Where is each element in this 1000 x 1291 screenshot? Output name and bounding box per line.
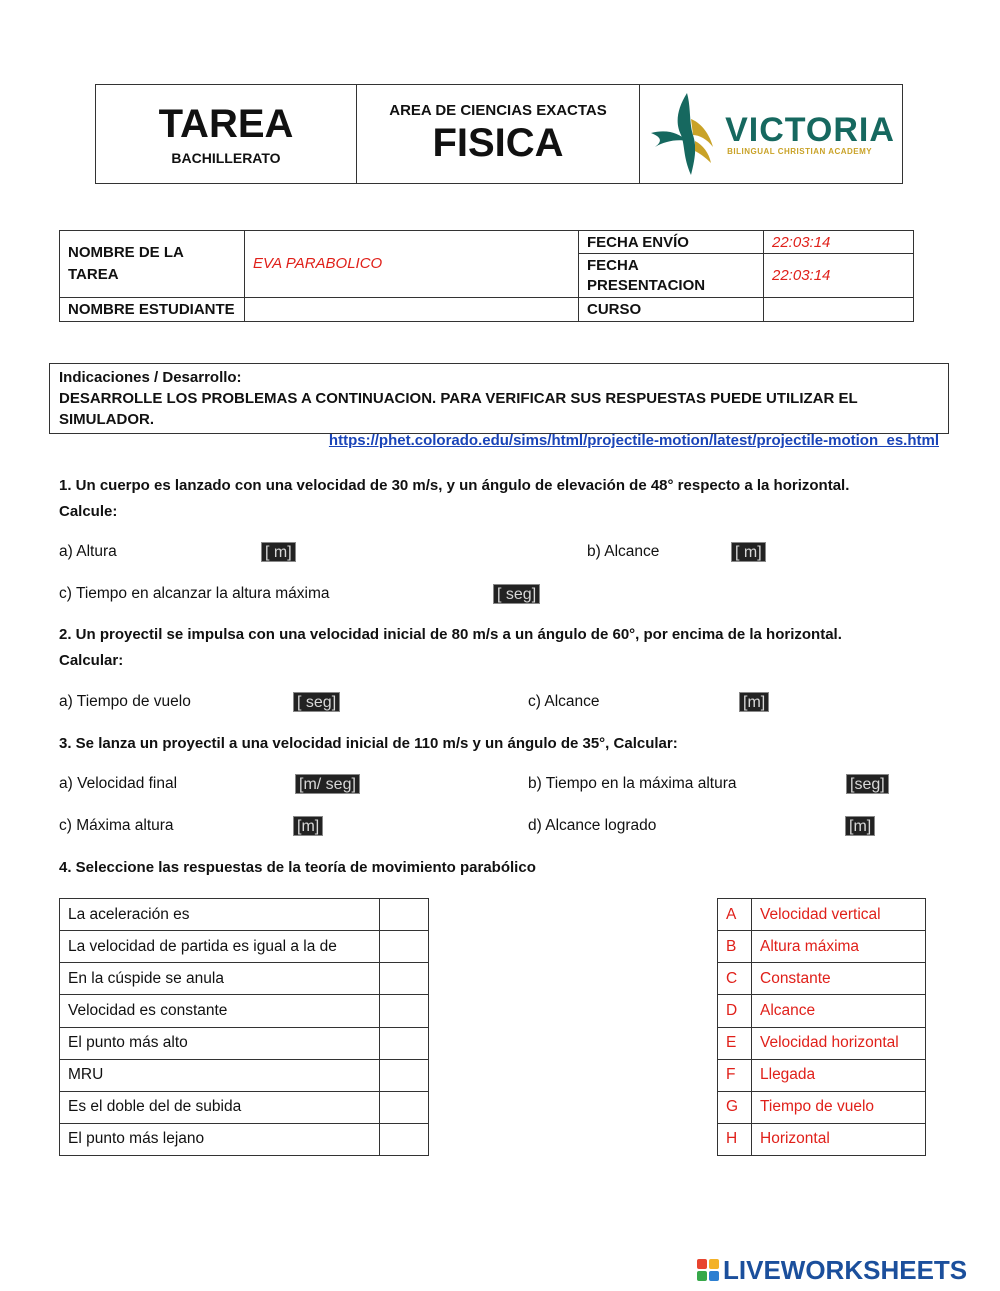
- option-text: Tiempo de vuelo: [752, 1091, 926, 1123]
- table-row: [60, 963, 429, 995]
- bachillerato-label: BACHILLERATO: [171, 150, 281, 166]
- q3-a-answer[interactable]: [m/ seg]: [295, 774, 360, 794]
- table-row: [718, 995, 926, 1027]
- subject-cell: [357, 85, 640, 184]
- table-row: [718, 1059, 926, 1091]
- q3-c-answer[interactable]: [m]: [293, 816, 323, 836]
- table-row: [60, 1027, 429, 1059]
- answer-cell[interactable]: [380, 1027, 429, 1059]
- task-info-table: [59, 230, 914, 322]
- q3-b-label: b) Tiempo en la máxima altura: [528, 775, 737, 792]
- option-letter: G: [718, 1091, 752, 1123]
- logo-subtitle: BILINGUAL CHRISTIAN ACADEMY: [727, 146, 873, 156]
- table-row: [60, 931, 429, 963]
- sent-date-label: FECHA ENVÍO: [579, 231, 764, 254]
- table-row: [718, 1123, 926, 1155]
- statement-text: Velocidad es constante: [60, 995, 380, 1027]
- statement-text: Es el doble del de subida: [60, 1091, 380, 1123]
- present-date-label: FECHA PRESENTACION: [579, 254, 764, 298]
- school-logo: [640, 85, 902, 183]
- option-text: Altura máxima: [752, 931, 926, 963]
- statement-text: El punto más lejano: [60, 1123, 380, 1155]
- q1-b-label: b) Alcance: [587, 543, 660, 560]
- table-row: [718, 963, 926, 995]
- option-text: Llegada: [752, 1059, 926, 1091]
- table-row: [718, 1027, 926, 1059]
- tarea-title: TAREA: [158, 102, 294, 146]
- options-table: [717, 898, 926, 1156]
- student-label: NOMBRE ESTUDIANTE: [60, 298, 245, 322]
- present-date-value: 22:03:14: [764, 254, 914, 298]
- statement-text: La velocidad de partida es igual a la de: [60, 931, 380, 963]
- header-table: [95, 84, 903, 184]
- option-letter: F: [718, 1059, 752, 1091]
- q2-a-answer[interactable]: [ seg]: [293, 692, 340, 712]
- statement-text: El punto más alto: [60, 1027, 380, 1059]
- option-letter: D: [718, 995, 752, 1027]
- table-row: [718, 931, 926, 963]
- q2-a-label: a) Tiempo de vuelo: [59, 693, 191, 710]
- course-value[interactable]: [764, 298, 914, 322]
- answer-cell[interactable]: [380, 1123, 429, 1155]
- option-text: Alcance: [752, 995, 926, 1027]
- q2-text: 2. Un proyectil se impulsa con una velocidad inicial de 80 m/s a un ángulo de 60°, por encima de la horizontal.: [59, 626, 842, 643]
- eagle-icon: [647, 89, 719, 179]
- q3-d-label: d) Alcance logrado: [528, 817, 657, 834]
- task-name-value: EVA PARABOLICO: [245, 231, 579, 298]
- table-row: [718, 899, 926, 931]
- q1-c-label: c) Tiempo en alcanzar la altura máxima: [59, 585, 330, 602]
- simulator-link[interactable]: https://phet.colorado.edu/sims/html/projectile-motion/latest/projectile-motion_es.html: [328, 432, 939, 449]
- q3-a-label: a) Velocidad final: [59, 775, 178, 792]
- option-text: Constante: [752, 963, 926, 995]
- option-text: Velocidad vertical: [752, 899, 926, 931]
- option-letter: A: [718, 899, 752, 931]
- sent-date-value: 22:03:14: [764, 231, 914, 254]
- q3-b-answer[interactable]: [seg]: [846, 774, 889, 794]
- q2-c-label: c) Alcance: [528, 693, 600, 710]
- course-label: CURSO: [579, 298, 764, 322]
- logo-cell: [640, 85, 903, 184]
- table-row: [60, 995, 429, 1027]
- liveworksheets-logo: [697, 1256, 967, 1284]
- answer-cell[interactable]: [380, 1059, 429, 1091]
- q1-text: 1. Un cuerpo es lanzado con una velocidad de 30 m/s, y un ángulo de elevación de 48° respecto a la horizontal.: [59, 477, 850, 494]
- q1-a-label: a) Altura: [59, 543, 117, 560]
- q2-c-answer[interactable]: [m]: [739, 692, 769, 712]
- option-text: Horizontal: [752, 1123, 926, 1155]
- liveworksheets-badge-icon: [697, 1259, 719, 1281]
- statements-table: [59, 898, 429, 1156]
- q3-c-label: c) Máxima altura: [59, 817, 174, 834]
- table-row: [60, 1123, 429, 1155]
- q4-text: 4. Seleccione las respuestas de la teoría de movimiento parabólico: [59, 859, 536, 876]
- logo-name: VICTORIA: [725, 110, 895, 149]
- statement-text: En la cúspide se anula: [60, 963, 380, 995]
- statement-text: MRU: [60, 1059, 380, 1091]
- q2-subtitle: Calcular:: [59, 652, 124, 669]
- task-name-label: NOMBRE DE LA TAREA: [60, 231, 245, 298]
- answer-cell[interactable]: [380, 995, 429, 1027]
- statement-text: La aceleración es: [60, 899, 380, 931]
- table-row: [60, 899, 429, 931]
- student-value[interactable]: [245, 298, 579, 322]
- answer-cell[interactable]: [380, 899, 429, 931]
- option-letter: H: [718, 1123, 752, 1155]
- table-row: [718, 1091, 926, 1123]
- table-row: [60, 1091, 429, 1123]
- q1-a-answer[interactable]: [ m]: [261, 542, 296, 562]
- liveworksheets-brand: LIVEWORKSHEETS: [723, 1254, 968, 1285]
- q1-c-answer[interactable]: [ seg]: [493, 584, 540, 604]
- indications-text: DESARROLLE LOS PROBLEMAS A CONTINUACION. PARA VERIFICAR SUS RESPUESTAS PUEDE UTILIZAR EL SIMULADOR.: [59, 390, 858, 428]
- indications-title: Indicaciones / Desarrollo:: [59, 369, 242, 386]
- option-letter: B: [718, 931, 752, 963]
- q1-subtitle: Calcule:: [59, 503, 118, 520]
- indications-box: [49, 363, 949, 449]
- answer-cell[interactable]: [380, 963, 429, 995]
- tarea-cell: [96, 85, 357, 184]
- area-label: AREA DE CIENCIAS EXACTAS: [389, 101, 607, 119]
- q3-d-answer[interactable]: [m]: [845, 816, 875, 836]
- answer-cell[interactable]: [380, 1091, 429, 1123]
- q1-b-answer[interactable]: [ m]: [731, 542, 766, 562]
- answer-cell[interactable]: [380, 931, 429, 963]
- q3-text: 3. Se lanza un proyectil a una velocidad inicial de 110 m/s y un ángulo de 35°, Calcular:: [59, 735, 678, 752]
- option-letter: E: [718, 1027, 752, 1059]
- option-text: Velocidad horizontal: [752, 1027, 926, 1059]
- subject-title: FISICA: [432, 120, 564, 165]
- table-row: [60, 1059, 429, 1091]
- option-letter: C: [718, 963, 752, 995]
